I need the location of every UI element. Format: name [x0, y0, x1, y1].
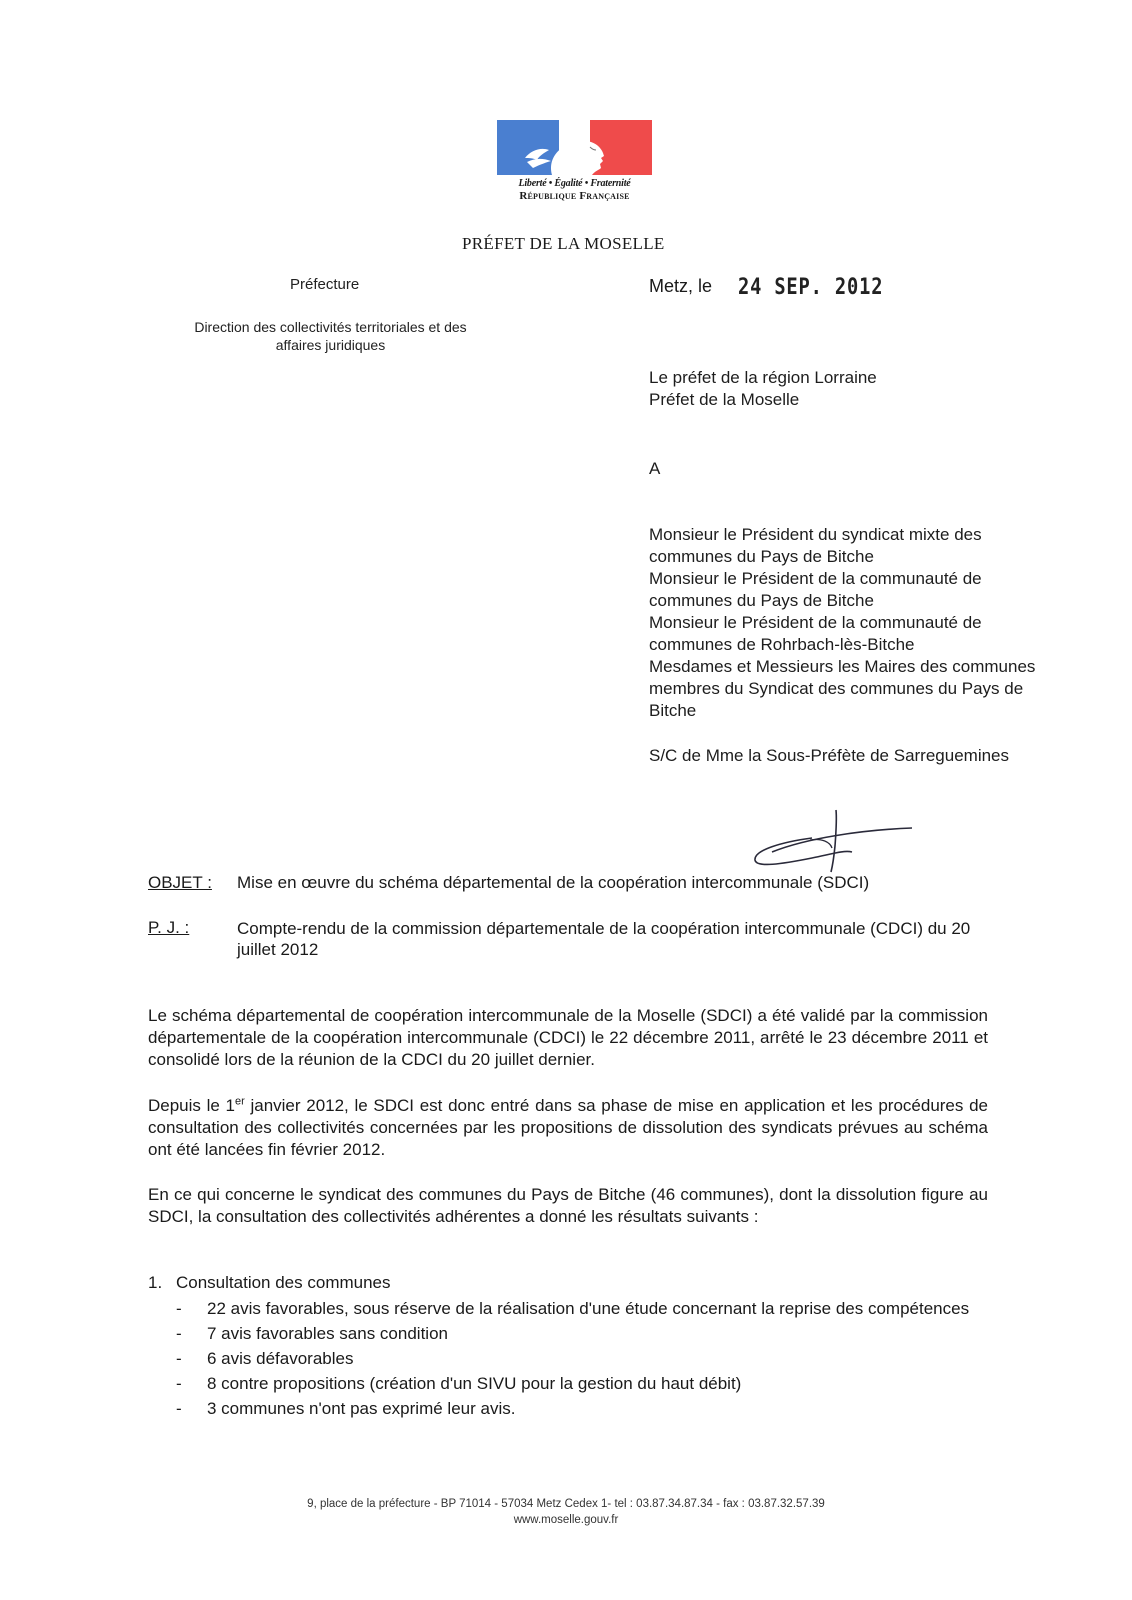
paragraph-3: En ce qui concerne le syndicat des communes du Pays de Bitche (46 communes), dont la dissolution figure au SDCI, la consultation des collectivités adhérentes a donné les résultats suivants :	[148, 1185, 988, 1226]
list-item	[176, 1398, 988, 1420]
list-title: Consultation des communes	[176, 1273, 391, 1292]
recipient: Monsieur le Président de la communauté de communes de Rohrbach-lès-Bitche	[649, 613, 982, 654]
recipient: Monsieur le Président du syndicat mixte des communes du Pays de Bitche	[649, 525, 982, 566]
date-stamp: 24 SEP. 2012	[738, 275, 884, 300]
consultation-results	[176, 1298, 988, 1423]
paragraph-2-rest: janvier 2012, le SDCI est donc entré dans sa phase de mise en application et les procédures de consultation des collectivités concernées par les propositions de dissolution des syndicats prévues au schéma ont été lancées fin février 2012.	[148, 1096, 988, 1159]
tricolor-flag	[497, 120, 652, 175]
list-item	[176, 1373, 988, 1395]
list-dash: -	[176, 1349, 182, 1368]
direction-label: Direction des collectivités territoriales et des affaires juridiques	[194, 319, 467, 353]
sender-line: Le préfet de la région Lorraine	[649, 368, 877, 387]
footer-website: www.moselle.gouv.fr	[513, 1514, 619, 1526]
list-dash: -	[176, 1399, 182, 1418]
republique-francaise: République Française	[519, 190, 630, 202]
list-item	[176, 1323, 988, 1345]
list-dash: -	[176, 1324, 182, 1343]
footer-address: 9, place de la préfecture - BP 71014 - 57034 Metz Cedex 1- tel : 03.87.34.87.34 - fax : 03.87.32.57.39	[307, 1498, 825, 1510]
ordinal-suffix: er	[235, 1095, 245, 1108]
marianne-logo	[497, 120, 652, 202]
republic-motto: Liberté • Égalité • Fraternité	[518, 178, 631, 189]
recipient: Mesdames et Messieurs les Maires des communes membres du Syndicat des communes du Pays de Bitche	[649, 657, 1036, 720]
sender-line: Préfet de la Moselle	[649, 390, 800, 409]
list-number: 1.	[148, 1273, 163, 1292]
list-item	[176, 1348, 988, 1370]
pj-label: P. J. :	[148, 918, 190, 937]
prefet-title: PRÉFET DE LA MOSELLE	[462, 234, 665, 253]
sous-couvert: S/C de Mme la Sous-Préfète de Sarreguemines	[649, 746, 1010, 765]
list-item-text: 6 avis défavorables	[207, 1349, 354, 1368]
handwritten-signature	[752, 808, 932, 878]
list-dash: -	[176, 1299, 182, 1318]
list-item-text: 7 avis favorables sans condition	[207, 1324, 448, 1343]
paragraph-1: Le schéma départemental de coopération intercommunale de la Moselle (SDCI) a été validé par la commission départementale de la coopération intercommunale (CDCI) le 22 décembre 2011, arrêté le 23 décembre 2011 et consolidé lors de la réunion de la CDCI du 20 juillet dernier.	[148, 1006, 988, 1069]
paragraph-2-start: Depuis le 1	[148, 1096, 235, 1115]
place-label: Metz, le	[649, 276, 713, 296]
list-dash: -	[176, 1374, 182, 1393]
recipients-block	[649, 524, 1069, 722]
pj-text: Compte-rendu de la commission départementale de la coopération intercommunale (CDCI) du 20 juillet 2012	[237, 919, 971, 959]
prefecture-label: Préfecture	[290, 276, 360, 293]
addressee-marker: A	[649, 459, 661, 478]
list-item	[176, 1298, 988, 1320]
objet-label: OBJET :	[148, 873, 212, 892]
recipient: Monsieur le Président de la communauté de communes du Pays de Bitche	[649, 569, 982, 610]
paragraph-2	[148, 1095, 988, 1161]
list-item-text: 3 communes n'ont pas exprimé leur avis.	[207, 1399, 516, 1418]
marianne-profile-icon	[497, 120, 652, 175]
objet-text: Mise en œuvre du schéma départemental de la coopération intercommunale (SDCI)	[237, 873, 870, 892]
list-item-text: 22 avis favorables, sous réserve de la réalisation d'une étude concernant la reprise des compétences	[207, 1299, 970, 1318]
list-item-text: 8 contre propositions (création d'un SIVU pour la gestion du haut débit)	[207, 1374, 742, 1393]
sender-block	[649, 367, 877, 411]
